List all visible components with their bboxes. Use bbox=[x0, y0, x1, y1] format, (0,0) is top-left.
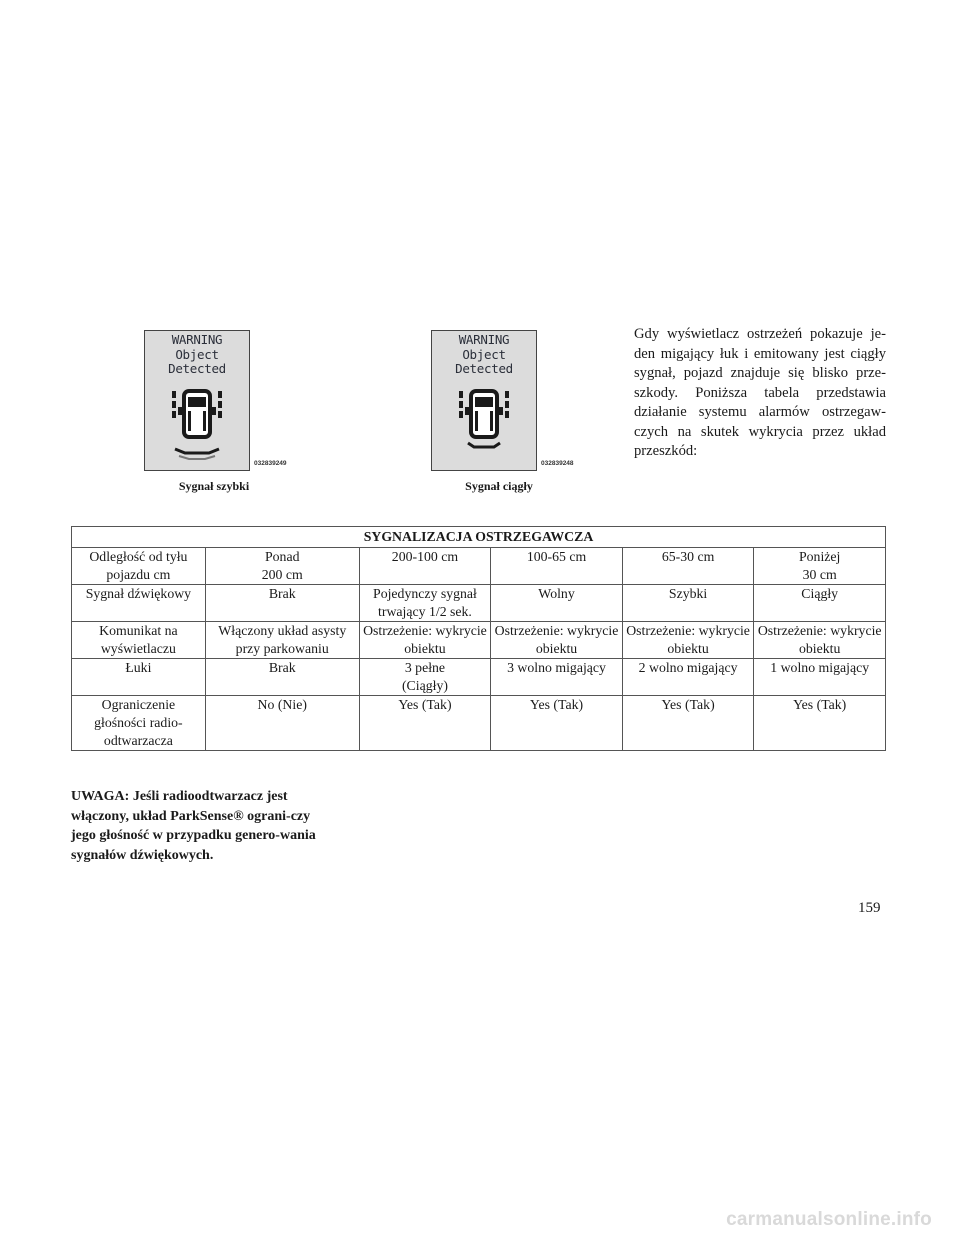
table-cell: 2 wolno migający bbox=[622, 659, 754, 696]
vehicle-arcs-icon bbox=[145, 383, 249, 463]
warning-display-image bbox=[431, 330, 537, 471]
table-row bbox=[72, 585, 886, 622]
row-header-cell: Odległość od tyłu pojazdu cm bbox=[72, 548, 206, 585]
table-row bbox=[72, 548, 886, 585]
display-line: Object bbox=[462, 346, 506, 362]
figure-fast-signal bbox=[144, 330, 322, 493]
table-cell: 1 wolno migający bbox=[754, 659, 886, 696]
table-cell: Włączony układ asysty przy parkowaniu bbox=[205, 622, 359, 659]
display-text bbox=[145, 333, 249, 377]
display-line: WARNING bbox=[458, 332, 510, 347]
warning-table bbox=[71, 526, 886, 751]
warning-display-image bbox=[144, 330, 250, 471]
figure-continuous-signal bbox=[431, 330, 609, 493]
row-header-cell: Ograniczenie głośności radio-odtwarzacza bbox=[72, 696, 206, 751]
table-cell: Yes (Tak) bbox=[491, 696, 623, 751]
display-line: Object bbox=[175, 346, 219, 362]
table-cell: Szybki bbox=[622, 585, 754, 622]
display-line: WARNING bbox=[171, 332, 223, 347]
watermark: carmanualsonline.info bbox=[726, 1209, 932, 1230]
table-cell: No (Nie) bbox=[205, 696, 359, 751]
page-number: 159 bbox=[858, 900, 881, 916]
table-cell: 65-30 cm bbox=[622, 548, 754, 585]
table-cell: Ponad 200 cm bbox=[205, 548, 359, 585]
figure-caption: Sygnał ciągły bbox=[465, 479, 533, 493]
table-cell: Pojedynczy sygnał trwający 1/2 sek. bbox=[359, 585, 491, 622]
table-cell: Ostrzeżenie: wykrycie obiektu bbox=[491, 622, 623, 659]
figure-code: 032839249 bbox=[254, 460, 287, 467]
figure-code: 032839248 bbox=[541, 460, 574, 467]
table-cell: Poniżej 30 cm bbox=[754, 548, 886, 585]
table-cell: Yes (Tak) bbox=[622, 696, 754, 751]
table-cell: 3 wolno migający bbox=[491, 659, 623, 696]
figure-caption: Sygnał szybki bbox=[178, 479, 250, 493]
table-cell: 200-100 cm bbox=[359, 548, 491, 585]
table-cell: Ciągły bbox=[754, 585, 886, 622]
vehicle-arcs-icon bbox=[432, 383, 536, 463]
table-cell: 100-65 cm bbox=[491, 548, 623, 585]
display-text bbox=[432, 333, 536, 377]
row-header-cell: Komunikat na wyświetlaczu bbox=[72, 622, 206, 659]
table-row bbox=[72, 696, 886, 751]
intro-paragraph: Gdy wyświetlacz ostrzeżeń pokazuje je-den migający łuk i emitowany jest ciągły sygnał, pojazd znajduje się blisko prze-szkody. Poniższa tabela przedstawia działanie systemu alarmów ostrzegaw-czych na skutek wykrycia przez układ przeszkód: bbox=[634, 326, 886, 459]
table-cell: Wolny bbox=[491, 585, 623, 622]
table-cell: Yes (Tak) bbox=[754, 696, 886, 751]
display-line: Detected bbox=[168, 361, 226, 376]
table-cell: Brak bbox=[205, 585, 359, 622]
table-row bbox=[72, 622, 886, 659]
table-cell: Brak bbox=[205, 659, 359, 696]
table-row bbox=[72, 659, 886, 696]
display-line: Detected bbox=[455, 361, 513, 376]
note-text: UWAGA: Jeśli radioodtwarzacz jest włączony, układ ParkSense® ograni-czy jego głośność w przypadku genero-wania sygnałów dźwiękowych. bbox=[71, 789, 316, 863]
table-cell: Ostrzeżenie: wykrycie obiektu bbox=[622, 622, 754, 659]
table-cell: Ostrzeżenie: wykrycie obiektu bbox=[754, 622, 886, 659]
table-cell: Ostrzeżenie: wykrycie obiektu bbox=[359, 622, 491, 659]
table-title: SYGNALIZACJA OSTRZEGAWCZA bbox=[72, 527, 886, 548]
row-header-cell: Łuki bbox=[72, 659, 206, 696]
table-cell: 3 pełne (Ciągły) bbox=[359, 659, 491, 696]
row-header-cell: Sygnał dźwiękowy bbox=[72, 585, 206, 622]
table-cell: Yes (Tak) bbox=[359, 696, 491, 751]
table-body bbox=[72, 548, 886, 751]
